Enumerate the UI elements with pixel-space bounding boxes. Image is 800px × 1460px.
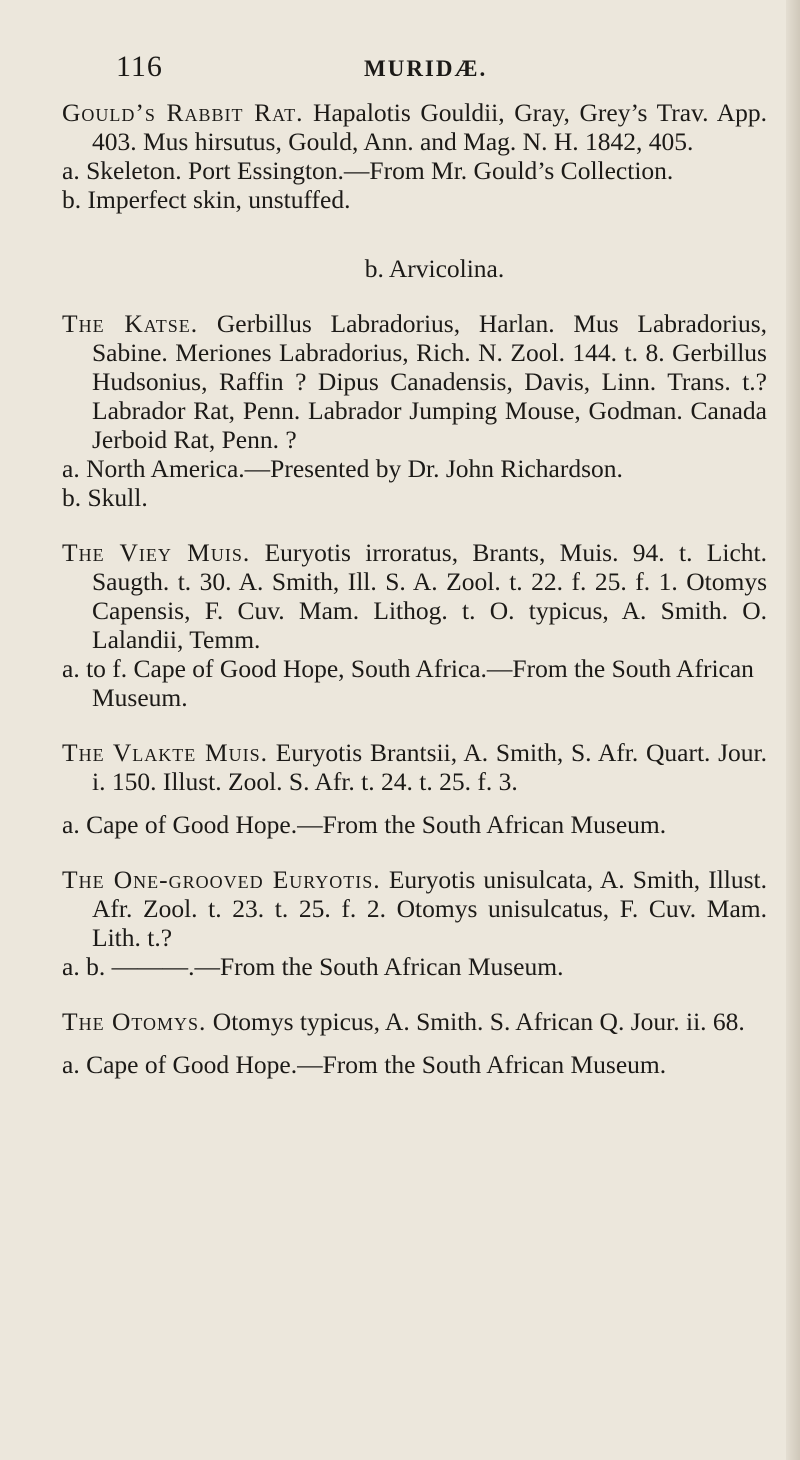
section-heading: b. Arvicolina. — [364, 254, 505, 283]
page-number: 116 — [116, 50, 163, 83]
entry-name: Gould’s Rabbit Rat. — [62, 98, 304, 127]
specimen-item: a. to f. Cape of Good Hope, South Africa.—From the South African Museum. — [62, 654, 754, 712]
entry-name: The Viey Muis. — [62, 538, 251, 567]
specimen-item: a. North America.—Presented by Dr. John Richardson. — [62, 454, 623, 483]
entry-synonymy: Gerbillus Labradorius, Harlan. Mus Labradorius, Sabine. Meriones Labradorius, Rich. N. Zool. 144. t. 8. Gerbillus Hudsonius, Raffin ? Dipus Canadensis, Davis, Linn. Trans. t.? Labrador Rat, Penn. Labrador Jumping Mouse, Godman. Canada Jerboid Rat, Penn. ? — [92, 309, 767, 454]
entry-katse — [62, 309, 767, 454]
entry-synonymy: Euryotis Brantsii, A. Smith, S. Afr. Quart. Jour. i. 150. Illust. Zool. S. Afr. t. 24. t. 25. f. 3. — [92, 738, 768, 796]
entry-one-grooved-euryotis — [62, 865, 767, 952]
entry-otomys — [62, 1007, 767, 1036]
specimen-item: a. Cape of Good Hope.—From the South African Museum. — [62, 1050, 667, 1079]
entry-synonymy: Otomys typicus, A. Smith. S. African Q. Jour. ii. 68. — [212, 1007, 745, 1036]
entry-name: The One-grooved Euryotis. — [62, 865, 381, 894]
entry-name: The Otomys. — [62, 1007, 207, 1036]
entry-name: The Katse. — [62, 309, 199, 338]
page-body — [62, 98, 767, 1079]
entry-name: The Vlakte Muis. — [62, 738, 269, 767]
entry-synonymy: Euryotis irroratus, Brants, Muis. 94. t. Licht. Saugth. t. 30. A. Smith, Ill. S. A. Zool. t. 22. f. 25. f. 1. Otomys Capensis, F. Cuv. Mam. Lithog. t. O. typicus, A. Smith. O. Lalandii, Temm. — [92, 538, 767, 654]
entry-synonymy: Euryotis unisulcata, A. Smith, Illust. Afr. Zool. t. 23. t. 25. f. 2. Otomys unisulcatus, F. Cuv. Mam. Lith. t.? — [92, 865, 767, 952]
specimen-item: a. b. ———.—From the South African Museum. — [62, 952, 564, 981]
entry-synonymy: Hapalotis Gouldii, Gray, Grey’s Trav. App. 403. Mus hirsutus, Gould, Ann. and Mag. N. H. 1842, 405. — [92, 98, 767, 156]
entry-viey-muis — [62, 538, 767, 654]
specimen-item: b. Skull. — [62, 483, 148, 512]
entry-goulds-rabbit-rat — [62, 98, 767, 156]
entry-vlakte-muis — [62, 738, 767, 796]
running-title: MURIDÆ. — [364, 56, 488, 81]
page-header — [116, 50, 716, 90]
specimen-item: b. Imperfect skin, unstuffed. — [62, 185, 351, 214]
specimen-item: a. Cape of Good Hope.—From the South African Museum. — [62, 810, 667, 839]
specimen-item: a. Skeleton. Port Essington.—From Mr. Gould’s Collection. — [62, 156, 674, 185]
